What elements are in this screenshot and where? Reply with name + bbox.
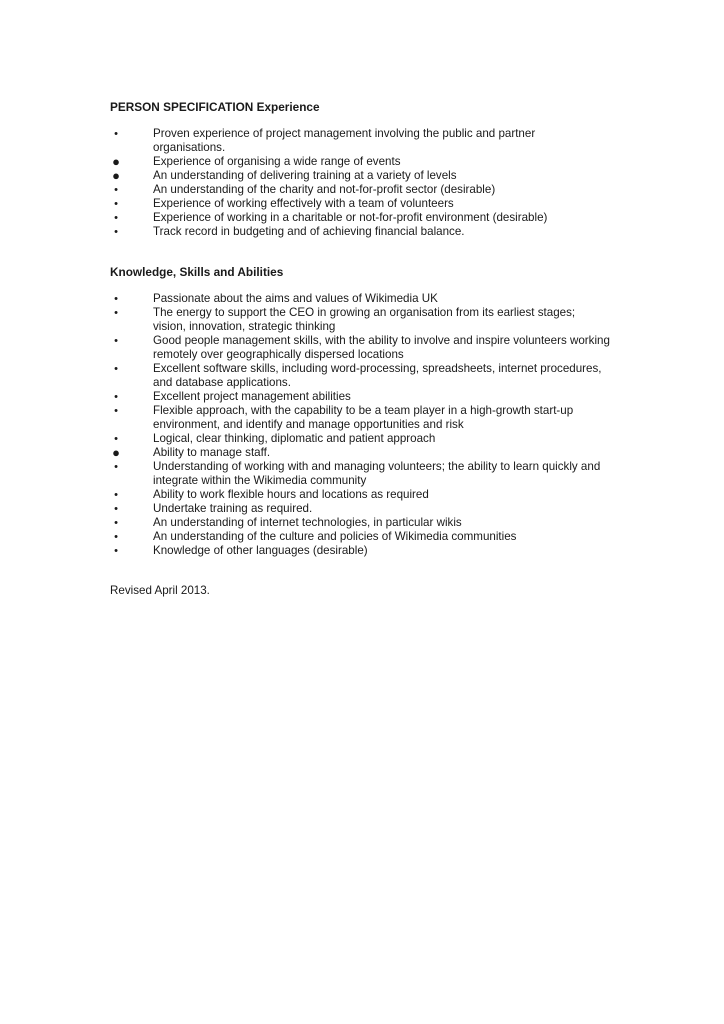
list-item-text: Logical, clear thinking, diplomatic and patient approach (153, 432, 436, 445)
list-item (110, 211, 610, 225)
list-item (110, 155, 610, 169)
list-item (110, 488, 610, 502)
list-item (110, 432, 610, 446)
list-item-text: Proven experience of project management involving the public and partner organisations. (153, 127, 536, 154)
list-item-text: The energy to support the CEO in growing an organisation from its earliest stages; vision, innovation, strategic thinking (153, 306, 576, 333)
bullet-icon: • (114, 489, 118, 501)
list-item (110, 460, 610, 488)
bullet-icon: ● (112, 154, 120, 169)
bullet-icon: • (114, 335, 118, 347)
list-item-text: An understanding of the charity and not-for-profit sector (desirable) (153, 183, 496, 196)
list-item-text: Passionate about the aims and values of Wikimedia UK (153, 292, 438, 305)
bullet-icon: • (114, 293, 118, 305)
revision-note: Revised April 2013. (110, 584, 210, 597)
list-item-text: Experience of working effectively with a team of volunteers (153, 197, 454, 210)
list-item (110, 362, 610, 390)
bullet-icon: • (114, 461, 118, 473)
list-item-text: Knowledge of other languages (desirable) (153, 544, 368, 557)
list-item (110, 169, 610, 183)
bullet-icon: • (114, 531, 118, 543)
list-item (110, 127, 610, 155)
bullet-icon: • (114, 545, 118, 557)
list-item-text: Flexible approach, with the capability to be a team player in a high-growth start-up environment, and identify and manage opportunities and risk (153, 404, 574, 431)
list-item-text: Understanding of working with and managing volunteers; the ability to learn quickly and integrate within the Wikimedia community (153, 460, 601, 487)
list-item-text: Excellent software skills, including word-processing, spreadsheets, internet procedures, and database applications. (153, 362, 602, 389)
bullet-icon: ● (112, 445, 120, 460)
list-item (110, 502, 610, 516)
bullet-icon: • (114, 433, 118, 445)
bullet-icon: • (114, 503, 118, 515)
section-heading-experience: PERSON SPECIFICATION Experience (110, 100, 320, 114)
bullet-icon: • (114, 128, 118, 140)
list-item (110, 334, 610, 362)
list-item-text: Ability to manage staff. (153, 446, 271, 459)
knowledge-skills-list (110, 292, 610, 558)
bullet-icon: • (114, 198, 118, 210)
list-item-text: Good people management skills, with the ability to involve and inspire volunteers working remotely over geographically dispersed locations (153, 334, 610, 361)
bullet-icon: • (114, 307, 118, 319)
list-item (110, 516, 610, 530)
section-heading-knowledge-skills: Knowledge, Skills and Abilities (110, 265, 284, 279)
list-item (110, 390, 610, 404)
list-item-text: Ability to work flexible hours and locations as required (153, 488, 429, 501)
document-content (110, 100, 610, 610)
list-item (110, 530, 610, 544)
list-item-text: An understanding of the culture and policies of Wikimedia communities (153, 530, 517, 543)
list-item-text: Experience of organising a wide range of events (153, 155, 401, 168)
list-item (110, 544, 610, 558)
experience-list (110, 127, 610, 239)
list-item (110, 446, 610, 460)
bullet-icon: • (114, 363, 118, 375)
bullet-icon: • (114, 184, 118, 196)
bullet-icon: ● (112, 168, 120, 183)
bullet-icon: • (114, 226, 118, 238)
list-item-text: Excellent project management abilities (153, 390, 351, 403)
list-item-text: An understanding of delivering training at a variety of levels (153, 169, 457, 182)
list-item (110, 183, 610, 197)
list-item (110, 292, 610, 306)
bullet-icon: • (114, 517, 118, 529)
list-item (110, 225, 610, 239)
list-item-text: Track record in budgeting and of achieving financial balance. (153, 225, 465, 238)
bullet-icon: • (114, 391, 118, 403)
bullet-icon: • (114, 405, 118, 417)
list-item-text: An understanding of internet technologies, in particular wikis (153, 516, 462, 529)
list-item-text: Undertake training as required. (153, 502, 313, 515)
bullet-icon: • (114, 212, 118, 224)
list-item (110, 404, 610, 432)
list-item (110, 306, 610, 334)
list-item (110, 197, 610, 211)
list-item-text: Experience of working in a charitable or not-for-profit environment (desirable) (153, 211, 548, 224)
